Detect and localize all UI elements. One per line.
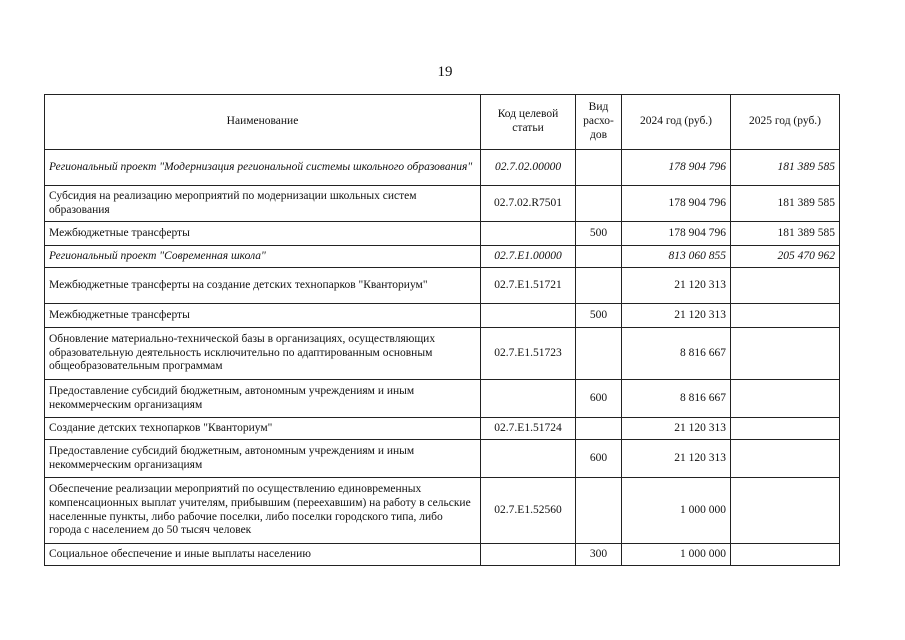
cell-2024: 178 904 796 bbox=[622, 150, 731, 186]
cell-2025: 181 389 585 bbox=[731, 150, 840, 186]
cell-2024: 8 816 667 bbox=[622, 380, 731, 418]
table-row bbox=[45, 268, 840, 304]
cell-name: Межбюджетные трансферты bbox=[45, 222, 481, 246]
header-row bbox=[45, 95, 840, 150]
header-2024: 2024 год (руб.) bbox=[622, 95, 731, 150]
cell-kind bbox=[576, 150, 622, 186]
cell-kind: 500 bbox=[576, 304, 622, 328]
cell-name: Социальное обеспечение и иные выплаты населению bbox=[45, 544, 481, 566]
cell-kind: 600 bbox=[576, 440, 622, 478]
cell-kind bbox=[576, 268, 622, 304]
cell-2024: 813 060 855 bbox=[622, 246, 731, 268]
cell-name: Субсидия на реализацию мероприятий по модернизации школьных систем образования bbox=[45, 186, 481, 222]
cell-name: Обеспечение реализации мероприятий по осуществлению единовременных компенсационных выплат учителям, прибывшим (переехавшим) на работу в сельские населенные пункты, либо рабочие поселки, либо поселки городского типа, либо города с населением до 50 тысяч человек bbox=[45, 478, 481, 544]
cell-code bbox=[481, 544, 576, 566]
page-number: 19 bbox=[437, 64, 453, 80]
cell-code: 02.7.Е1.51723 bbox=[481, 328, 576, 380]
cell-2024: 1 000 000 bbox=[622, 544, 731, 566]
cell-code: 02.7.Е1.00000 bbox=[481, 246, 576, 268]
cell-code bbox=[481, 222, 576, 246]
cell-kind bbox=[576, 246, 622, 268]
cell-2025: 205 470 962 bbox=[731, 246, 840, 268]
table-row-regional-project bbox=[45, 150, 840, 186]
cell-2025 bbox=[731, 478, 840, 544]
cell-2024: 21 120 313 bbox=[622, 304, 731, 328]
cell-name: Региональный проект "Модернизация региональной системы школьного образования" bbox=[45, 150, 481, 186]
cell-2025 bbox=[731, 304, 840, 328]
table-row bbox=[45, 304, 840, 328]
table-row bbox=[45, 478, 840, 544]
cell-kind: 600 bbox=[576, 380, 622, 418]
cell-name: Предоставление субсидий бюджетным, автономным учреждениям и иным некоммерческим организациям bbox=[45, 440, 481, 478]
cell-name: Региональный проект "Современная школа" bbox=[45, 246, 481, 268]
table-row-regional-project bbox=[45, 246, 840, 268]
cell-2024: 21 120 313 bbox=[622, 440, 731, 478]
cell-name: Предоставление субсидий бюджетным, автономным учреждениям и иным некоммерческим организациям bbox=[45, 380, 481, 418]
budget-table bbox=[44, 94, 840, 566]
cell-name: Межбюджетные трансферты на создание детских технопарков "Кванториум" bbox=[45, 268, 481, 304]
cell-2024: 1 000 000 bbox=[622, 478, 731, 544]
cell-code bbox=[481, 304, 576, 328]
cell-code: 02.7.02.00000 bbox=[481, 150, 576, 186]
cell-2025 bbox=[731, 440, 840, 478]
table-row bbox=[45, 418, 840, 440]
cell-code: 02.7.Е1.52560 bbox=[481, 478, 576, 544]
cell-kind bbox=[576, 328, 622, 380]
table-row bbox=[45, 328, 840, 380]
cell-kind: 300 bbox=[576, 544, 622, 566]
cell-code: 02.7.Е1.51724 bbox=[481, 418, 576, 440]
cell-name: Создание детских технопарков "Кванториум" bbox=[45, 418, 481, 440]
cell-code: 02.7.Е1.51721 bbox=[481, 268, 576, 304]
cell-kind bbox=[576, 186, 622, 222]
cell-2024: 8 816 667 bbox=[622, 328, 731, 380]
cell-code bbox=[481, 380, 576, 418]
cell-2025: 181 389 585 bbox=[731, 186, 840, 222]
cell-2024: 21 120 313 bbox=[622, 418, 731, 440]
table-body bbox=[45, 150, 840, 566]
table-row bbox=[45, 186, 840, 222]
table-row bbox=[45, 544, 840, 566]
cell-2025 bbox=[731, 380, 840, 418]
cell-2025 bbox=[731, 544, 840, 566]
cell-kind bbox=[576, 418, 622, 440]
header-2025: 2025 год (руб.) bbox=[731, 95, 840, 150]
header-name: Наименование bbox=[45, 95, 481, 150]
header-code: Код целевой статьи bbox=[481, 95, 576, 150]
cell-2024: 178 904 796 bbox=[622, 222, 731, 246]
cell-name: Межбюджетные трансферты bbox=[45, 304, 481, 328]
table-header bbox=[45, 95, 840, 150]
header-kind: Вид расхо-дов bbox=[576, 95, 622, 150]
cell-kind: 500 bbox=[576, 222, 622, 246]
cell-code bbox=[481, 440, 576, 478]
table-row bbox=[45, 440, 840, 478]
cell-2025: 181 389 585 bbox=[731, 222, 840, 246]
cell-2025 bbox=[731, 418, 840, 440]
cell-name: Обновление материально-технической базы в организациях, осуществляющих образовательную деятельность исключительно по адаптированным основным общеобразовательным программам bbox=[45, 328, 481, 380]
table-row bbox=[45, 222, 840, 246]
cell-2025 bbox=[731, 328, 840, 380]
cell-code: 02.7.02.R7501 bbox=[481, 186, 576, 222]
table-row bbox=[45, 380, 840, 418]
cell-kind bbox=[576, 478, 622, 544]
cell-2025 bbox=[731, 268, 840, 304]
cell-2024: 21 120 313 bbox=[622, 268, 731, 304]
cell-2024: 178 904 796 bbox=[622, 186, 731, 222]
